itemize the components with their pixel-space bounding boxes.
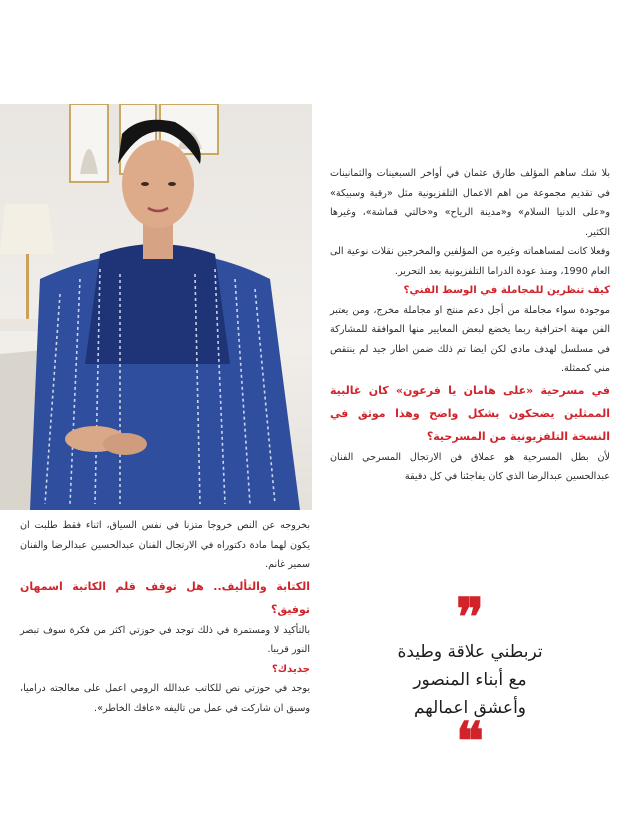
answer-paragraph: بخروجه عن النص خروجا متزنا في نفس السياق، اثناء فقط طلبت ان يكون لهما مادة دكتوراه في الارتجال الفنان عبدالحسين عبدالرضا والفنان سمير غانم. xyxy=(20,520,310,570)
question-heading: كيف تنظرين للمجاملة في الوسط الفني؟ xyxy=(403,285,610,296)
answer-paragraph: يوجد في حوزتي نص للكاتب عبدالله الرومي اعمل على معالجته دراميا، وسبق ان شاركت في عمل من تاليفه «عافك الخاطر». xyxy=(20,683,310,714)
open-quote-mark: ❞ xyxy=(456,587,484,648)
question-heading: جديدك؟ xyxy=(271,663,310,675)
body-paragraph: وفعلا كانت لمساهماته وغيره من المؤلفين والمخرجين نقلات نوعية الى العام 1990، ومنذ عودة الدراما التلفزيونية بعد التحرير. xyxy=(330,246,610,277)
question-heading: في مسرحية «على هامان يا فرعون» كان غالبية الممثلين يضحكون بشكل واضح وهذا موثق في النسخة التلفزيونية من المسرحية؟ xyxy=(330,383,610,443)
left-article-column xyxy=(20,516,310,718)
pull-quote xyxy=(355,587,585,772)
answer-paragraph: موجودة سواء مجاملة من أجل دعم منتج او مجاملة مخرج، ومن يعتبر الفن مهنة احترافية ربما يخضع لبعض المعايير منها الموافقة للمشاركة في مسلسل لهدف مادي لكن ايضا تم ذلك ضمن اطار جيد لم ينتقص مني كممثلة. xyxy=(330,304,610,374)
question-heading: الكتابة والتأليف.. هل توقف قلم الكاتبة اسمهان توفيق؟ xyxy=(20,579,310,616)
portrait-photo xyxy=(0,104,312,510)
body-paragraph: بلا شك ساهم المؤلف طارق عثمان في أواخر السبعينات والثمانينات في تقديم مجموعة من اهم الاعمال التلفزيونية مثل «رقية وسبيكة» و«على الدنيا السلام» و«مدينة الرياح» و«خالتي قماشة»، وغيرها الكثير. xyxy=(330,168,610,238)
portrait-illustration xyxy=(0,104,312,510)
close-quote-mark: ❝ xyxy=(456,711,484,772)
pull-quote-line: وأعشق اعمالهم xyxy=(413,698,527,718)
right-article-column xyxy=(330,164,610,487)
answer-paragraph: لأن بطل المسرحية هو عملاق فن الارتجال المسرحي الفنان عبدالحسين عبدالرضا الذي كان يفاجئنا في كل دقيقة xyxy=(330,451,610,482)
pull-quote-line: تربطني علاقة وطيدة xyxy=(397,642,543,662)
answer-paragraph: بالتأكيد لا ومستمرة في ذلك توجد في حوزتي اكثر من فكرة سوف تبصر النور قريبا. xyxy=(20,624,310,655)
pull-quote-line: مع أبناء المنصور xyxy=(413,670,527,690)
